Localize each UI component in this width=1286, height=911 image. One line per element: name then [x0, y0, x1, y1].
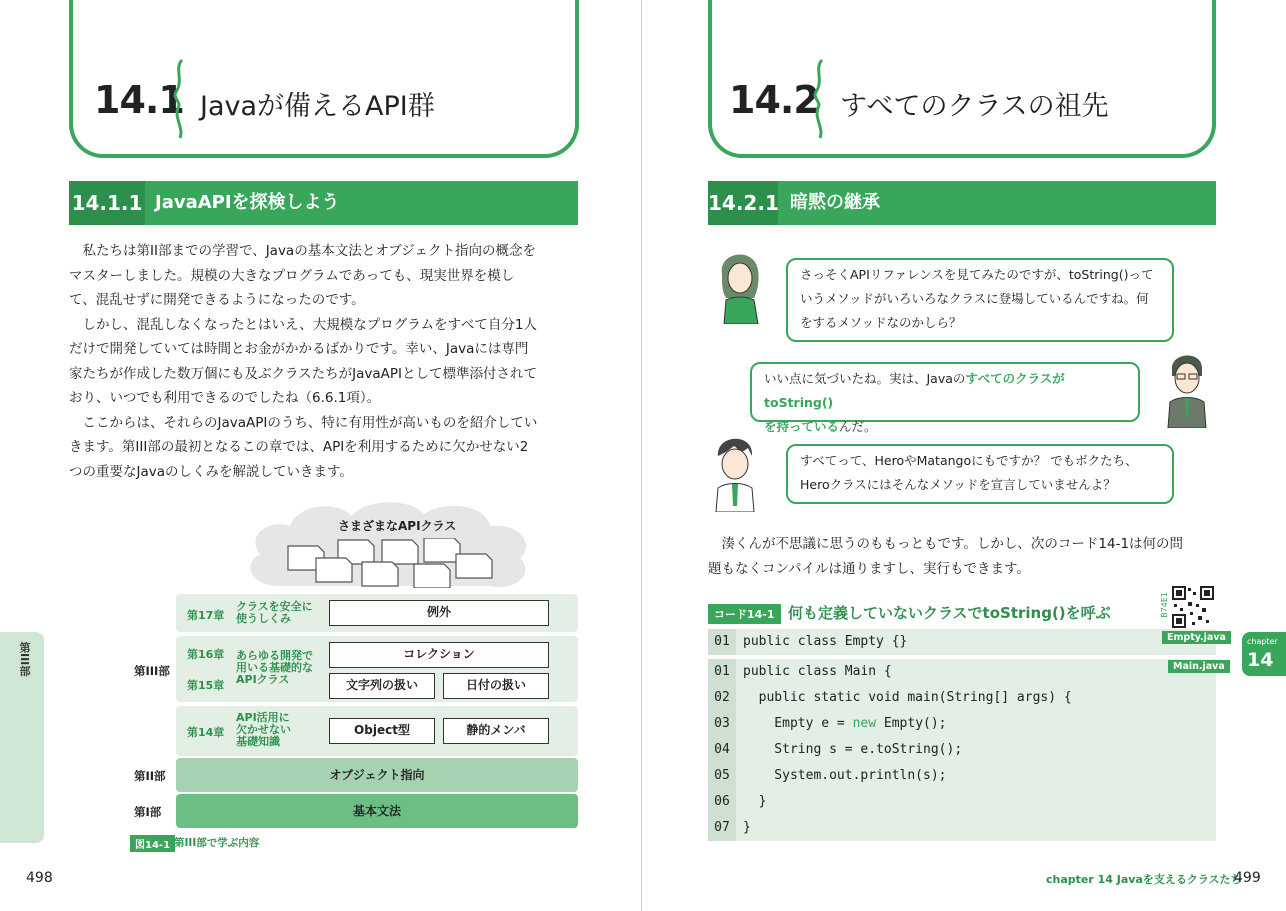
qr-code-icon	[1172, 586, 1214, 628]
bubble-highlight: すべてのクラスがtoString()	[764, 371, 1065, 410]
code-text: String s = e.toString();	[743, 742, 963, 757]
line-number: 01	[714, 664, 730, 679]
code-keyword: new	[852, 716, 877, 731]
part-side-tab-label: 第III部	[18, 642, 31, 677]
bubble-text: さっそくAPIリファレンスを見てみたのですが、toString()っていうメソッドがいろいろなクラスに登場しているんですね。何をするメソッドなのかしら？	[800, 267, 1154, 330]
qr-id: B74E1	[1160, 592, 1169, 618]
code-line	[708, 789, 1216, 815]
brace-icon	[172, 58, 186, 140]
code-text: public static void main(String[] args) {	[743, 690, 1072, 705]
paragraph: 湊くんが不思議に思うのももっともです。しかし、次のコード14-1は何の問題もなくコンパイルは通りますし、実行もできます。	[708, 536, 1184, 577]
part3-label: 第III部	[134, 664, 170, 678]
paragraph: しかし、混乱しなくなったとはいえ、大規模なプログラムをすべて自分1人だけで開発していては時間とお金がかかるばかりです。幸い、Javaには専門家たちが作成した数万個にも及ぶクラスたちがJavaAPIとして標準添付されており、いつでも利用できるのでしたね（6.6.1項）。	[69, 316, 537, 406]
static-member-box: 静的メンバ	[443, 718, 549, 744]
section-title: Javaが備えるAPI群	[200, 91, 435, 122]
code-line	[708, 685, 1216, 711]
chapter14-label: 第14章	[187, 726, 225, 739]
part1-band: 基本文法	[176, 794, 578, 828]
code-text	[743, 711, 947, 737]
paragraph: ここからは、それらのJavaAPIのうち、特に有用性が高いものを紹介していきます。第III部の最初となるこの章では、APIを利用するために欠かせない2つの重要なJavaのしくみを解説していきます。	[69, 414, 538, 480]
code-line	[708, 815, 1216, 841]
exception-box: 例外	[329, 600, 549, 626]
figure-caption: 第III部で学ぶ内容	[174, 837, 260, 849]
chapter16-label: 第16章	[187, 648, 225, 661]
left-page	[0, 0, 642, 911]
figure-tag: 図14-1	[130, 835, 175, 852]
chapter16-desc: あらゆる開発で 用いる基礎的な APIクラス	[236, 649, 313, 686]
chapter15-label: 第15章	[187, 679, 225, 692]
cloud-label: さまざまなAPIクラス	[338, 519, 457, 533]
code-line	[708, 711, 1216, 737]
speech-bubble-3	[786, 444, 1174, 504]
string-box: 文字列の扱い	[329, 673, 435, 699]
line-number: 01	[714, 634, 730, 649]
woman-avatar	[714, 244, 764, 324]
code-block-main	[708, 659, 1216, 841]
teacher-avatar	[1164, 346, 1208, 428]
line-number: 03	[714, 716, 730, 731]
section-number: 14.2	[729, 78, 819, 122]
running-footer: chapter 14 Javaを支えるクラスたち	[1046, 873, 1242, 886]
code-line	[708, 737, 1216, 763]
code-text: }	[743, 794, 767, 809]
chapter-tab-number: 14	[1247, 649, 1274, 671]
body-text	[708, 532, 1188, 581]
part-side-tab	[0, 632, 44, 843]
part2-label: 第II部	[134, 769, 166, 783]
subsection-bar	[69, 181, 578, 225]
bubble-text: んだ。	[839, 419, 877, 434]
line-number: 02	[714, 690, 730, 705]
speech-bubble-1	[786, 258, 1174, 342]
code-text-part: Empty e =	[743, 716, 853, 731]
code-line	[708, 659, 1216, 685]
subsection-number: 14.1.1	[69, 181, 145, 225]
chapter-side-tab	[1242, 632, 1286, 676]
chapter14-desc: API活用に 欠かせない 基礎知識	[236, 711, 291, 748]
code-text: public class Empty {}	[743, 634, 908, 649]
part2-band: オブジェクト指向	[176, 758, 578, 792]
subsection-number: 14.2.1	[708, 181, 778, 225]
code-line	[708, 629, 1216, 655]
bubble-text: すべてって、HeroやMatangoにもですか？ でもボクたち、Heroクラスにはそんなメソッドを宣言していませんよ？	[800, 453, 1138, 492]
bubble-highlight: を持っている	[764, 419, 840, 434]
page-number: 498	[26, 870, 53, 886]
subsection-title: 暗黙の継承	[790, 192, 880, 213]
date-box: 日付の扱い	[443, 673, 549, 699]
speech-bubble-2	[750, 362, 1140, 434]
section-number: 14.1	[94, 78, 184, 122]
body-text	[69, 239, 539, 484]
object-type-box: Object型	[329, 718, 435, 744]
code-label: コード14-1	[708, 604, 781, 624]
line-number: 05	[714, 768, 730, 783]
line-number: 07	[714, 820, 730, 835]
line-number: 04	[714, 742, 730, 757]
code-line	[708, 763, 1216, 789]
chapter17-label: 第17章	[187, 609, 225, 622]
code-text: System.out.println(s);	[743, 768, 947, 783]
part1-label: 第I部	[134, 805, 162, 819]
file-tag-empty: Empty.java	[1162, 631, 1231, 644]
bubble-text: いい点に気づいたね。実は、Javaの	[764, 371, 966, 386]
line-number: 06	[714, 794, 730, 809]
file-tag-main: Main.java	[1168, 660, 1230, 673]
page-number: 499	[1234, 870, 1261, 886]
class-cards-icon	[286, 538, 496, 588]
collection-box: コレクション	[329, 642, 549, 668]
code-text: public class Main {	[743, 664, 892, 679]
code-text-part: Empty();	[876, 716, 947, 731]
chapter-tab-label: chapter	[1247, 637, 1278, 646]
section-title: すべてのクラスの祖先	[840, 91, 1109, 122]
code-text: }	[743, 820, 751, 835]
brace-icon	[812, 58, 826, 140]
chapter17-desc: クラスを安全に 使うしくみ	[236, 600, 313, 625]
code-block-empty	[708, 629, 1216, 655]
code-title: 何も定義していないクラスでtoString()を呼ぶ	[788, 604, 1111, 622]
paragraph: 私たちは第II部までの学習で、Javaの基本文法とオブジェクト指向の概念をマスターしました。規模の大きなプログラムであっても、現実世界を模して、混乱せずに開発できるようになったのです。	[69, 243, 536, 308]
subsection-bar	[708, 181, 1216, 225]
boy-avatar	[712, 430, 758, 512]
subsection-title: JavaAPIを探検しよう	[155, 192, 340, 213]
